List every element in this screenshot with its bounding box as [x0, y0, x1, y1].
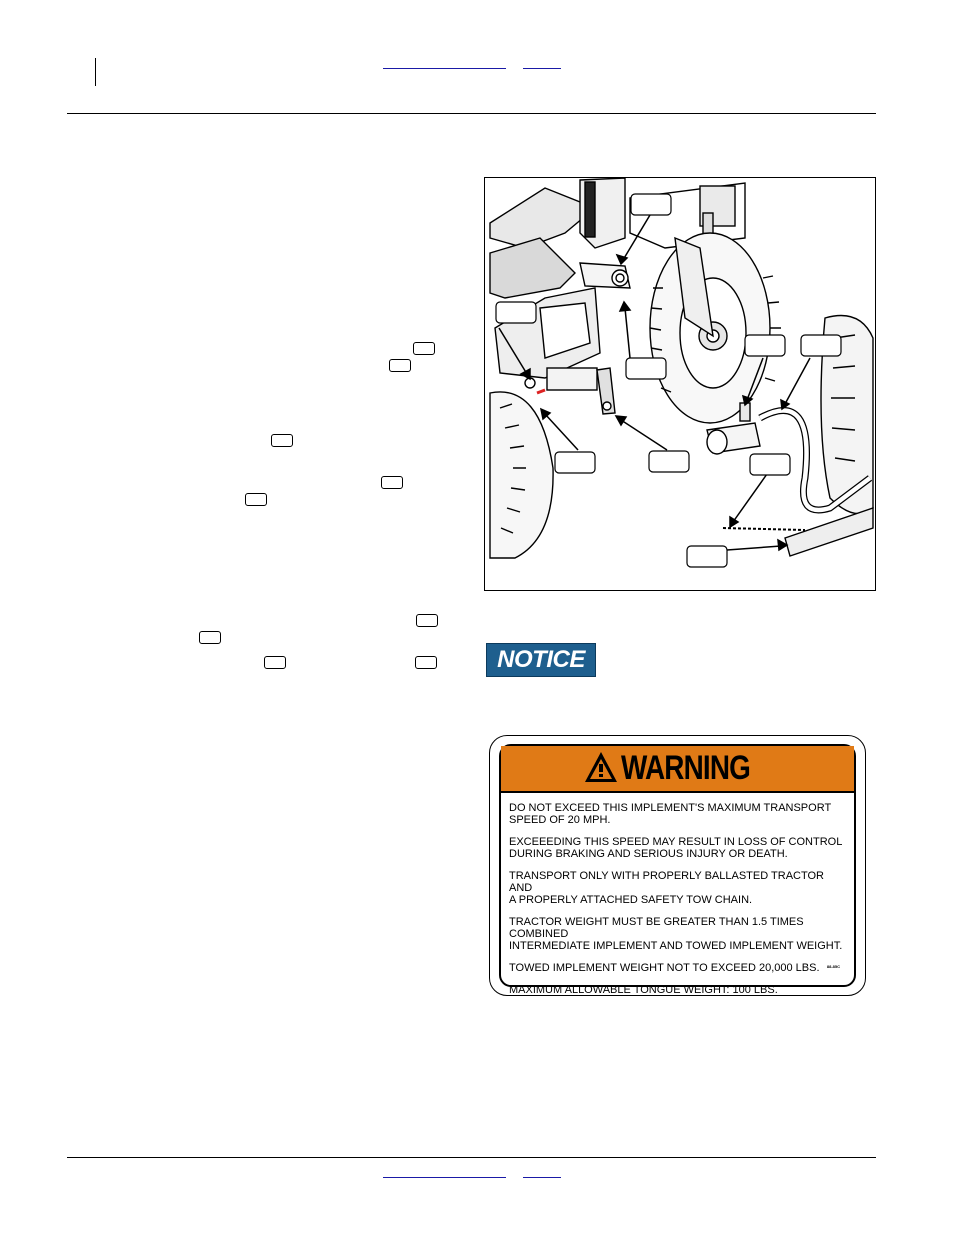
hitch-illustration — [484, 177, 876, 591]
header-link-1[interactable] — [383, 68, 506, 69]
inline-callout — [199, 631, 221, 644]
warning-line: TOWED IMPLEMENT WEIGHT NOT TO EXCEED 20,000 LBS. — [509, 962, 820, 974]
inline-callout — [389, 359, 411, 372]
warning-decal — [489, 735, 866, 996]
warning-header — [501, 746, 854, 793]
footer-rule — [67, 1157, 876, 1158]
warning-line: DO NOT EXCEED THIS IMPLEMENT'S MAXIMUM TRANSPORT SPEED OF 20 MPH. — [509, 802, 832, 826]
footer-link-1[interactable] — [383, 1177, 506, 1178]
warning-line: MAXIMUM ALLOWABLE TONGUE WEIGHT: 100 LBS. — [509, 984, 778, 996]
warning-line: EXCEEEDING THIS SPEED MAY RESULT IN LOSS OF CONTROL DURING BRAKING AND SERIOUS INJURY OR DEATH. — [509, 836, 843, 860]
header-rule — [67, 113, 876, 114]
inline-callout — [413, 342, 435, 355]
header-margin-bar — [95, 58, 96, 86]
warning-title: WARNING — [621, 749, 751, 787]
decal-part-code: 88-85C — [826, 964, 840, 969]
warning-triangle-icon — [584, 751, 618, 783]
inline-callout — [245, 493, 267, 506]
inline-callout — [415, 656, 437, 669]
inline-callout — [264, 656, 286, 669]
header-link-2[interactable] — [523, 68, 561, 69]
inline-callout — [381, 476, 403, 489]
inline-callout — [416, 614, 438, 627]
footer-link-2[interactable] — [523, 1177, 561, 1178]
warning-line: TRANSPORT ONLY WITH PROPERLY BALLASTED TRACTOR AND A PROPERLY ATTACHED SAFETY TOW CHAIN. — [509, 870, 825, 906]
warning-line: TRACTOR WEIGHT MUST BE GREATER THAN 1.5 TIMES COMBINED INTERMEDIATE IMPLEMENT AND TOWED IMPLEMENT WEIGHT. — [509, 916, 843, 952]
warning-decal-inner — [499, 744, 856, 996]
inline-callout — [271, 434, 293, 447]
notice-badge: NOTICE — [486, 643, 596, 677]
hitch-line-art — [485, 178, 875, 590]
warning-body — [509, 802, 848, 1006]
